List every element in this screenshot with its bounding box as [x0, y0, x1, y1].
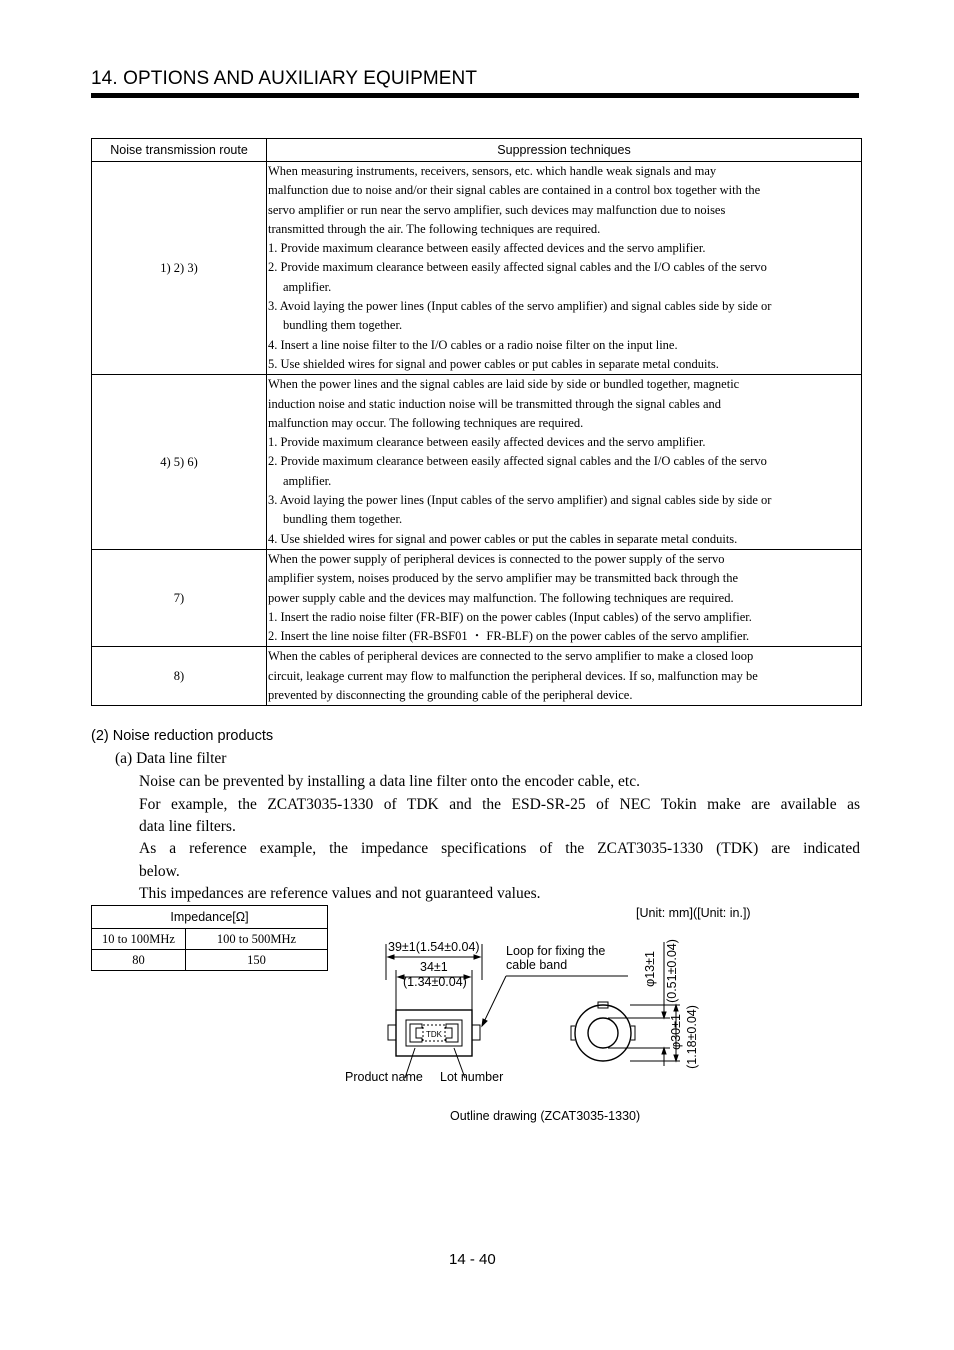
- impedance-val-2: 150: [186, 950, 328, 971]
- technique-line: 1. Provide maximum clearance between easily affected devices and the servo amplifier.: [268, 435, 706, 450]
- technique-line: circuit, leakage current may flow to malfunction the peripheral devices. If so, malfunction may be: [268, 668, 758, 683]
- technique-line: 2. Insert the line noise filter (FR-BSF01 ・ FR-BLF) on the power cables of the servo amplifier.: [268, 629, 750, 644]
- impedance-col-2: 100 to 500MHz: [186, 929, 328, 950]
- technique-line: power supply cable and the devices may malfunction. The following techniques are required.: [268, 590, 734, 605]
- header-rule: [91, 93, 859, 98]
- dia-outer-in-label: (1.18±0.04): [684, 1005, 699, 1069]
- table-row: [92, 549, 862, 646]
- technique-line: prevented by disconnecting the grounding cable of the peripheral device.: [268, 688, 633, 703]
- section-heading: (2) Noise reduction products: [91, 728, 274, 744]
- route-cell: 7): [92, 549, 267, 646]
- product-name-label: Product name: [345, 1070, 423, 1084]
- tdk-mark: TDK: [426, 1030, 442, 1039]
- technique-line: servo amplifier or run near the servo amplifier, such devices may malfunction due to noises: [268, 202, 726, 217]
- paragraph-3-line-1: As a reference example, the impedance specifications of the ZCAT3035-1330 (TDK) are indicated: [139, 840, 860, 857]
- technique-line: 4. Use shielded wires for signal and power cables or put the cables in separate metal conduits.: [268, 531, 738, 546]
- paragraph-2-line-2: data line filters.: [139, 818, 236, 835]
- paragraph-4: This impedances are reference values and not guaranteed values.: [139, 885, 541, 902]
- paragraph-1: Noise can be prevented by installing a data line filter onto the encoder cable, etc.: [139, 773, 640, 790]
- impedance-val-1: 80: [92, 950, 186, 971]
- technique-line: 1. Provide maximum clearance between easily affected devices and the servo amplifier.: [268, 241, 706, 256]
- noise-suppression-table: [91, 138, 862, 706]
- technique-line: malfunction due to noise and/or their signal cables are contained in a control box together with the: [268, 183, 761, 198]
- technique-cell: [267, 549, 862, 646]
- dia-inner-label: φ13±1: [642, 951, 657, 987]
- technique-line: bundling them together.: [283, 512, 403, 527]
- lot-number-label: Lot number: [440, 1070, 504, 1084]
- technique-line: bundling them together.: [283, 318, 403, 333]
- technique-line: amplifier.: [283, 473, 332, 488]
- table-header-row: [92, 139, 862, 162]
- dim-inner-label: 34±1: [420, 960, 448, 974]
- unit-label: [Unit: mm]([Unit: in.]): [636, 906, 751, 920]
- technique-line: amplifier.: [283, 279, 332, 294]
- technique-line: 2. Provide maximum clearance between easily affected signal cables and the I/O cables of the servo: [268, 454, 767, 469]
- page-number: 14 - 40: [449, 1251, 496, 1268]
- table-row: [92, 375, 862, 550]
- technique-cell: [267, 162, 862, 375]
- dim-outer-label: 39±1(1.54±0.04): [388, 940, 480, 954]
- table-row: [92, 162, 862, 375]
- technique-line: 3. Avoid laying the power lines (Input cables of the servo amplifier) and signal cables side by side or: [268, 299, 772, 314]
- technique-line: When the power lines and the signal cables are laid side by side or bundled together, magnetic: [268, 377, 740, 392]
- technique-line: malfunction may occur. The following techniques are required.: [268, 415, 584, 430]
- technique-line: When measuring instruments, receivers, sensors, etc. which handle weak signals and may: [268, 164, 717, 178]
- technique-line: When the power supply of peripheral devices is connected to the power supply of the servo: [268, 551, 725, 566]
- paragraph-3-line-2: below.: [139, 863, 180, 880]
- route-cell: 1) 2) 3): [92, 162, 267, 375]
- loop-label-line-2: cable band: [506, 958, 568, 972]
- impedance-table: [91, 905, 328, 971]
- technique-line: transmitted through the air. The following techniques are required.: [268, 221, 601, 236]
- header-technique: Suppression techniques: [267, 139, 862, 162]
- technique-line: 4. Insert a line noise filter to the I/O cables or a radio noise filter on the input line.: [268, 337, 678, 352]
- technique-line: 3. Avoid laying the power lines (Input cables of the servo amplifier) and signal cables side by side or: [268, 493, 772, 508]
- technique-line: induction noise and static induction noise will be transmitted through the signal cables and: [268, 396, 722, 411]
- technique-cell: [267, 647, 862, 706]
- route-cell: 8): [92, 647, 267, 706]
- dim-inner-in-label: (1.34±0.04): [403, 975, 467, 989]
- header-route: Noise transmission route: [92, 139, 267, 162]
- impedance-col-1: 10 to 100MHz: [92, 929, 186, 950]
- subsection-heading: (a) Data line filter: [115, 750, 227, 767]
- loop-label-line-1: Loop for fixing the: [506, 944, 606, 958]
- drawing-caption: Outline drawing (ZCAT3035-1330): [450, 1109, 641, 1123]
- paragraph-2-line-1: For example, the ZCAT3035-1330 of TDK and the ESD-SR-25 of NEC Tokin make are available as: [139, 796, 860, 813]
- technique-line: 1. Insert the radio noise filter (FR-BIF) on the power cables (Input cables) of the servo amplifier.: [268, 609, 752, 624]
- dia-outer-label: φ30±1: [668, 1014, 683, 1050]
- page-header-title: 14. OPTIONS AND AUXILIARY EQUIPMENT: [91, 68, 478, 89]
- technique-cell: [267, 375, 862, 550]
- impedance-header: Impedance[Ω]: [92, 906, 328, 929]
- technique-line: 2. Provide maximum clearance between easily affected signal cables and the I/O cables of the servo: [268, 260, 767, 275]
- technique-line: amplifier system, noises produced by the servo amplifier may be transmitted back through the: [268, 571, 739, 586]
- dia-inner-in-label: (0.51±0.04): [664, 939, 679, 1003]
- table-row: [92, 647, 862, 706]
- technique-line: 5. Use shielded wires for signal and power cables or put cables in separate metal conduits.: [268, 356, 719, 371]
- route-cell: 4) 5) 6): [92, 375, 267, 550]
- technique-line: When the cables of peripheral devices are connected to the servo amplifier to make a closed loop: [268, 649, 754, 664]
